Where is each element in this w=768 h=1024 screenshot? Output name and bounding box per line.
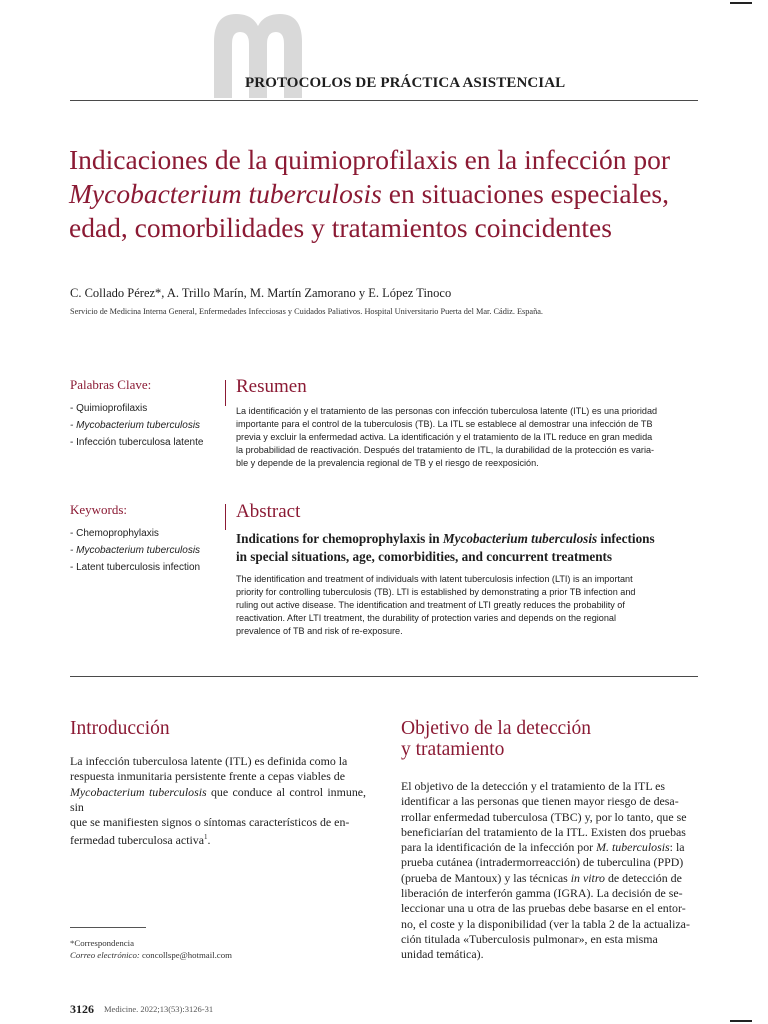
keywords-en-heading: Keywords: bbox=[70, 502, 128, 517]
keywords-en-list bbox=[70, 525, 200, 576]
email-label: Correo electrónico: bbox=[70, 950, 140, 960]
keyword-item: - Latent tuberculosis infection bbox=[70, 562, 201, 573]
keyword-item: - Infección tuberculosa latente bbox=[70, 437, 204, 448]
keyword-item: - Quimioprofilaxis bbox=[70, 403, 148, 414]
article-title: Indicaciones de la quimioprofilaxis en la infección por Mycobacterium tuberculosis en situaciones especiales, edad, comorbilidades y tratamientos coincidentes bbox=[69, 144, 670, 243]
section-label: PROTOCOLOS DE PRÁCTICA ASISTENCIAL bbox=[245, 75, 566, 91]
journal-citation: Medicine. 2022;13(53):3126-31 bbox=[104, 1004, 214, 1014]
keywords-es-heading: Palabras Clave: bbox=[70, 377, 152, 392]
keyword-item: - Mycobacterium tuberculosis bbox=[70, 420, 201, 431]
affiliation: Servicio de Medicina Interna General, Enfermedades Infecciosas y Cuidados Paliativos. Hospital Universitario Puerta del Mar. Cádiz. España. bbox=[70, 307, 544, 316]
objetivo-text: El objetivo de la detección y el tratamiento de la ITL es identificar a las personas que tienen mayor riesgo de desa- rrollar enfermedad tuberculosa (TBC) y, por lo tanto, que se beneficiarían del tratamiento de la ITL. Existen dos pruebas para la identificación de la infección por M. tuberculosis: la prueba cutánea (intradermorreacción) de tuberculina (PPD) (prueba de Mantoux) y las técnicas in vitro de detección de liberación de interferón gamma (IGRA). La decisión de se- leccionar una u otra de las pruebas debe basarse en el entor- no, el coste y la disponibilidad (ver la tabla 2 de la actualiza- ción titulada «Tuberculosis pulmonar», en esta misma unidad temática). bbox=[401, 779, 690, 962]
objetivo-heading: Objetivo de la detección y tratamiento bbox=[401, 718, 592, 760]
crop-mark bbox=[730, 2, 752, 4]
resumen-heading: Resumen bbox=[236, 376, 307, 397]
abstract-heading: Abstract bbox=[236, 501, 301, 522]
resumen-text: La identificación y el tratamiento de las personas con infección tuberculosa latente (ITL) es una prioridad importante para el control de la tuberculosis (TB). La ITL se establece al demostrar una infección de TB previa y excluir la enfermedad activa. La identificación y el tratamiento de la ITL reduce en gran medida la probabilidad de reactivación. Después del tratamiento de ITL, la durabilidad de la protección es varia- ble y depende de la prevalencia regional de TB y el riesgo de reexposición. bbox=[236, 406, 658, 468]
intro-heading: Introducción bbox=[70, 718, 170, 739]
resumen-accent-rule bbox=[225, 380, 226, 406]
abstract-accent-rule bbox=[225, 504, 226, 530]
footnote-rule bbox=[70, 927, 146, 928]
header-rule bbox=[70, 100, 698, 101]
keywords-es-list bbox=[70, 400, 203, 451]
keyword-item: - Mycobacterium tuberculosis bbox=[70, 545, 201, 556]
footnote bbox=[70, 937, 232, 961]
authors: C. Collado Pérez*, A. Trillo Marín, M. Martín Zamorano y E. López Tinoco bbox=[70, 286, 452, 300]
section-divider bbox=[70, 676, 698, 677]
keyword-item: - Chemoprophylaxis bbox=[70, 528, 159, 539]
abstract-title: Indications for chemoprophylaxis in Mycobacterium tuberculosis infections in special situations, age, comorbidities, and concurrent treatments bbox=[236, 531, 655, 564]
email-link[interactable]: concollspe@hotmail.com bbox=[142, 950, 232, 960]
intro-text: La infección tuberculosa latente (ITL) es definida como la respuesta inmunitaria persistente frente a cepas viables de Mycobacterium tuberculosis que conduce al control inmune, sin que se manifiesten signos o síntomas característicos de en- fermedad tuberculosa activa$^1$. bbox=[70, 754, 367, 848]
crop-mark bbox=[730, 1020, 752, 1022]
page-number: 3126 bbox=[70, 1002, 94, 1016]
correspondence-label: *Correspondencia bbox=[70, 938, 135, 948]
abstract-text: The identification and treatment of individuals with latent tuberculosis infection (LTI) is an important priority for controlling tuberculosis (TB). LTI is established by demonstrating a prior TB infection and ruling out active disease. The identification and treatment of LTI greatly reduces the probability of reactivation. After LTI treatment, the durability of protection varies and depends on the regional prevalence of TB and risk of re-exposure. bbox=[236, 574, 636, 636]
